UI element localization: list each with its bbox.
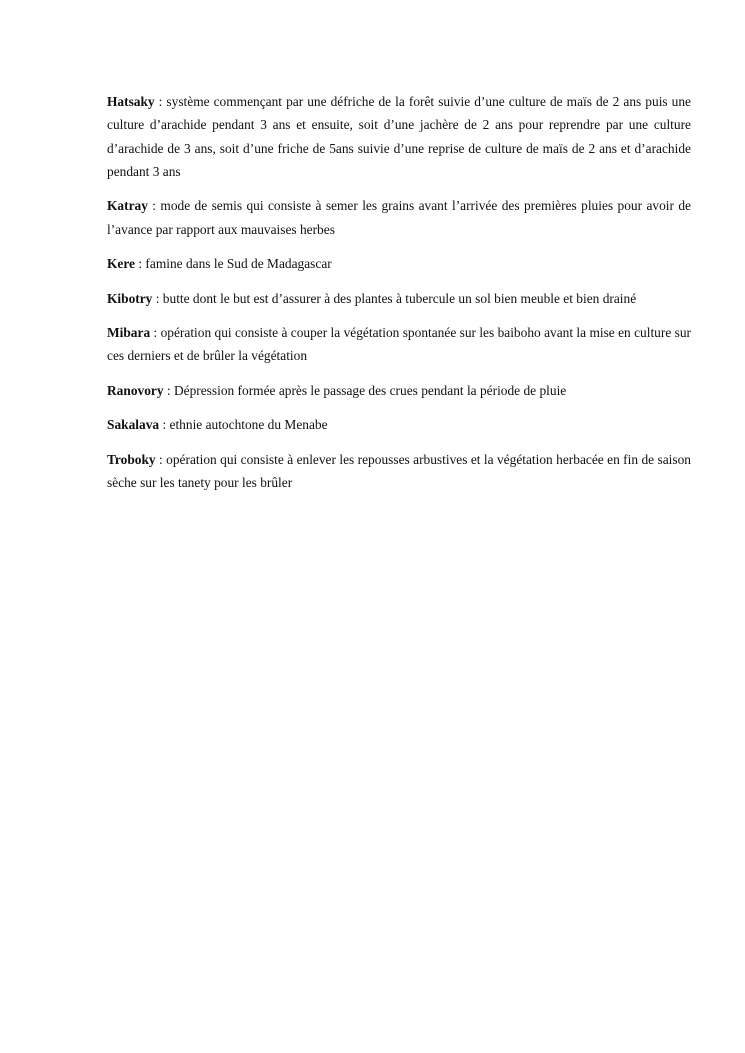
glossary-term: Hatsaky — [107, 94, 155, 109]
glossary-page — [107, 90, 691, 506]
glossary-entry-hatsaky — [107, 90, 691, 183]
glossary-term: Sakalava — [107, 417, 160, 433]
glossary-entry-katray — [107, 194, 691, 241]
glossary-term: Troboky — [107, 451, 156, 467]
glossary-term: Katray — [107, 198, 148, 214]
glossary-term: Kere — [107, 256, 136, 272]
glossary-definition: : système commençant par une défriche de la forêt suivie d’une culture de maïs de 2 ans puis une culture d’arachide pendant 3 ans et ensuite, soit d’une jachère de 2 ans pour reprendre par une culture d’arachide de 3 ans, soit d’une friche de 5ans suivie d’une reprise de culture de maïs de 2 ans et d’arachide pendant 3 ans — [107, 94, 691, 179]
glossary-term: Mibara — [107, 325, 151, 341]
glossary-definition: : famine dans le Sud de Madagascar — [135, 256, 332, 272]
glossary-term: Kibotry — [107, 290, 153, 306]
glossary-definition: : ethnie autochtone du Menabe — [159, 417, 328, 433]
glossary-entry-sakalava — [107, 413, 691, 436]
glossary-entry-troboky — [107, 448, 691, 495]
glossary-term: Ranovory — [107, 382, 164, 398]
glossary-entry-ranovory — [107, 379, 691, 402]
glossary-definition: : butte dont le but est d’assurer à des plantes à tubercule un sol bien meuble et bien drainé — [152, 290, 637, 306]
glossary-entry-kere — [107, 252, 691, 275]
glossary-entry-kibotry — [107, 287, 691, 310]
glossary-entry-mibara — [107, 321, 691, 368]
glossary-definition: : Dépression formée après le passage des crues pendant la période de pluie — [163, 382, 567, 398]
glossary-definition: : opération qui consiste à couper la végétation spontanée sur les baiboho avant la mise en culture sur ces derniers et de brûler la végétation — [107, 325, 691, 364]
glossary-definition: : mode de semis qui consiste à semer les grains avant l’arrivée des premières pluies pour avoir de l’avance par rapport aux mauvaises herbes — [107, 198, 691, 237]
glossary-definition: : opération qui consiste à enlever les repousses arbustives et la végétation herbacée en fin de saison sèche sur les tanety pour les brûler — [107, 451, 691, 491]
